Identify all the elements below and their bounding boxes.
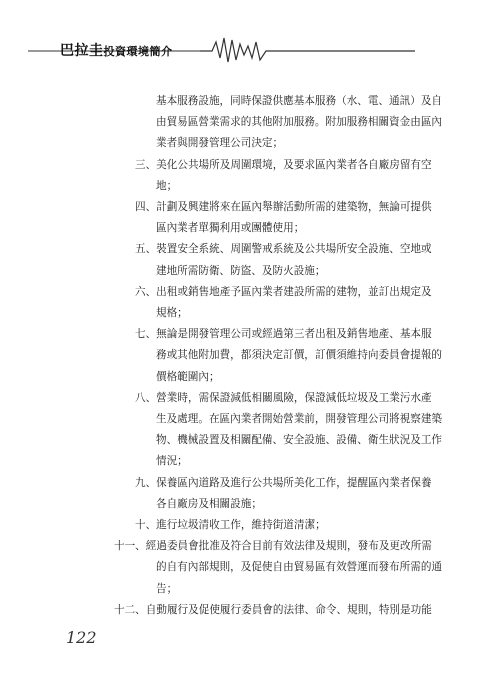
list-item-3: 三、美化公共場所及周圍環境，及要求區內業者各自廠房留有空 [135,158,432,171]
list-item-5: 五、裝置安全系統、周圍警戒系統及公共場所安全設施、空地或 [135,243,432,256]
text-line: 業者與開發管理公司決定； [156,137,284,150]
list-item-10: 十、進行垃圾清收工作，維持街道清潔； [135,519,326,531]
page-header [0,0,480,70]
text-line: 規格； [156,307,188,319]
text-line: 基本服務設施，同時保證供應基本服務（水、電、通訊）及自 [156,95,443,107]
header-title-main: 巴拉圭 [60,43,104,59]
list-item-7: 七、無論是開發管理公司或經過第三者出租及銷售地產、基本服 [135,328,432,341]
text-line: 價格範圍內； [156,370,220,383]
text-line: 物、機械設置及相關配備、安全設施、設備、衛生狀況及工作 [156,434,443,447]
list-item-11: 十一、經過委員會批准及符合目前有效法律及規則，發布及更改所需 [114,540,432,553]
text-line: 區內業者單獨利用或團體使用； [156,222,305,235]
text-line: 務或其他附加費，都須決定訂價，訂價須維持向委員會提報的 [156,349,443,362]
text-line: 告； [156,582,178,595]
text-line: 生及處理。在區內業者開始營業前，開發管理公司將視察建築 [156,413,443,425]
header-title-sub: 投資環境簡介 [103,45,173,58]
list-item-4: 四、計劃及興建將來在區內舉辦活動所需的建築物，無論可提供 [135,201,432,213]
text-line: 由貿易區營業需求的其他附加服務。附加服務相關資金由區內 [156,116,443,129]
text-line: 各自廠房及相關設施； [156,497,262,510]
list-item-12: 十二、自動履行及促使履行委員會的法律、命令、規則，特別是功能 [114,603,432,616]
text-line: 的自有內部規則，及促使自由貿易區有效營運而發布所需的通 [156,561,443,574]
list-item-8: 八、營業時，需保證減低相關風險，保證減低垃圾及工業污水產 [135,391,432,404]
header-title [60,40,173,60]
text-line: 建地所需防衛、防盜、及防火設施； [156,264,326,277]
text-line: 情況； [156,455,188,468]
list-item-9: 九、保養區內道路及進行公共場所美化工作，提醒區內業者保養 [135,476,432,489]
list-item-6: 六、出租或銷售地產予區內業者建設所需的建物，並訂出規定及 [135,285,432,298]
text-line: 地； [156,179,178,192]
page-number: 122 [66,628,97,647]
